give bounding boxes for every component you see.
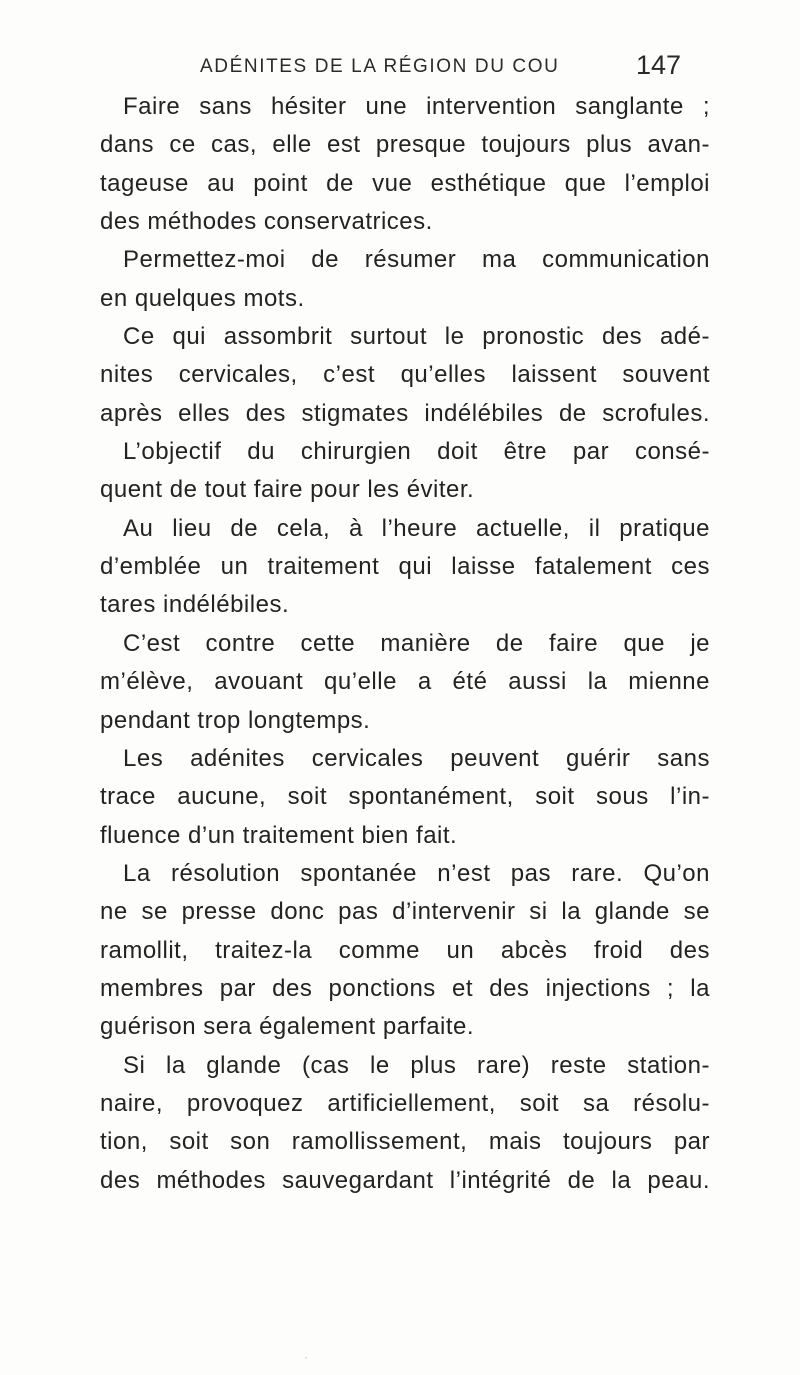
text-line: Ce qui assombrit surtout le pronostic des adé- (123, 323, 710, 351)
text-line: d’emblée un traitement qui laisse fatalement ces (100, 553, 710, 581)
text-line: quent de tout faire pour les éviter. (100, 476, 475, 504)
text-line: m’élève, avouant qu’elle a été aussi la mienne (100, 668, 710, 696)
text-line: guérison sera également parfaite. (100, 1013, 475, 1041)
text-line: nites cervicales, c’est qu’elles laissent souvent (100, 361, 710, 389)
text-line: La résolution spontanée n’est pas rare. Qu’on (123, 859, 710, 887)
text-line: ramollit, traitez-la comme un abcès froid des (100, 936, 710, 964)
text-line: Faire sans hésiter une intervention sanglante ; (123, 93, 710, 120)
text-line: fluence d’un traitement bien fait. (100, 821, 458, 849)
paper-speck: · (304, 1350, 308, 1364)
text-line: Les adénites cervicales peuvent guérir sans (123, 744, 710, 772)
body-text (100, 88, 710, 1200)
text-line: après elles des stigmates indélébiles de scrofules. (100, 399, 710, 427)
text-line: dans ce cas, elle est presque toujours plus avan- (100, 131, 710, 159)
text-line: tageuse au point de vue esthétique que l’emploi (100, 169, 710, 197)
text-line: des méthodes sauvegardant l’intégrité de la peau. (100, 1166, 710, 1194)
text-line: tares indélébiles. (100, 591, 290, 619)
text-line: trace aucune, soit spontanément, soit sous l’in- (100, 783, 710, 811)
text-line: C’est contre cette manière de faire que je (123, 629, 710, 657)
text-line: pendant trop longtemps. (100, 706, 371, 734)
page-number: 147 (636, 50, 682, 80)
text-line: en quelques mots. (100, 284, 305, 312)
text-line: Au lieu de cela, à l’heure actuelle, il pratique (123, 514, 710, 542)
running-title: ADÉNITES DE LA RÉGION DU COU (200, 56, 560, 77)
text-line: membres par des ponctions et des injections ; la (100, 974, 710, 1002)
text-line: naire, provoquez artificiellement, soit sa résolu- (100, 1089, 710, 1117)
text-line: ne se presse donc pas d’intervenir si la glande se (100, 898, 710, 926)
text-line: Si la glande (cas le plus rare) reste station- (123, 1051, 710, 1079)
text-line: L’objectif du chirurgien doit être par consé- (123, 438, 710, 466)
text-line: tion, soit son ramollissement, mais toujours par (100, 1128, 710, 1156)
text-line: Permettez-moi de résumer ma communication (123, 246, 710, 274)
text-line: des méthodes conservatrices. (100, 208, 433, 236)
page-header (0, 50, 800, 90)
